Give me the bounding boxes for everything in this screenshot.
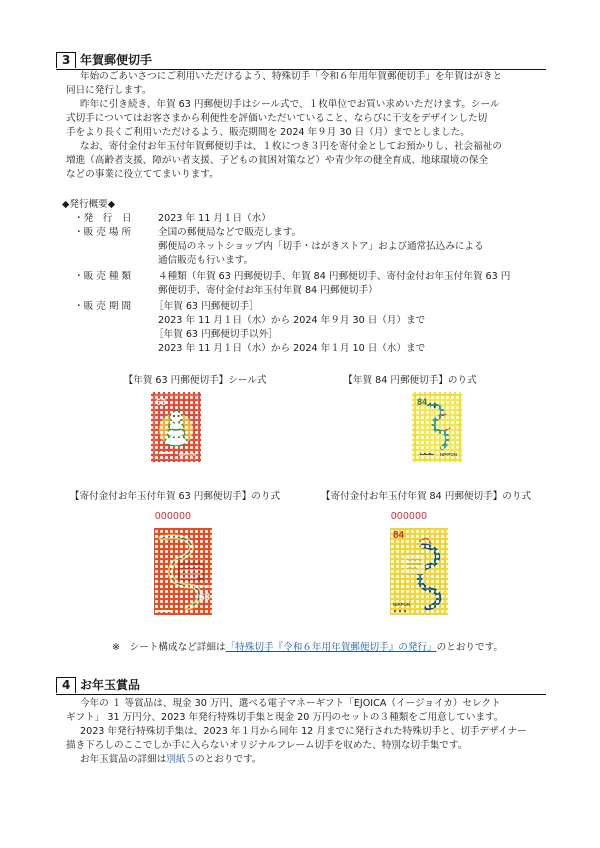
lottery-number: 000000 xyxy=(391,511,428,522)
stamp-charity-63 xyxy=(151,506,215,618)
stamp-caption-84: 【年賀 84 円郵便切手】のり式 xyxy=(343,375,477,386)
lottery-number: 000000 xyxy=(155,511,192,522)
s3-para1-line2: 同日に発行します。 xyxy=(66,85,152,96)
s4-para1-line1: 今年の １ 等賞品は、現金 30 万円、選べる電子マネーギフト「EJOICA（イージョイカ）セレクト xyxy=(80,698,501,709)
stamp-caption-charity-84: 【寄付金付お年玉付年賀 84 円郵便切手】のり式 xyxy=(320,491,532,502)
s3-para2-line2: 式切手についてはお客さまから利便性を評価いただいていること、ならびに干支をデザインした切 xyxy=(66,113,488,124)
section-3-header xyxy=(56,52,546,70)
stamp-nenga-63 xyxy=(151,392,201,462)
issue-date-label: ・発 行 日 xyxy=(74,213,132,224)
s4-para2-line1: 2023 年発行特殊切手集は、2023 年１月から同年 12 月までに発行された特殊切手と、切手デザイナー xyxy=(80,726,527,737)
section-4-number: 4 xyxy=(56,677,76,693)
stamp-nenga-84 xyxy=(412,392,462,462)
section-3-number: 3 xyxy=(56,52,76,68)
note-prefix: ※ シート構成など詳細は xyxy=(112,642,226,653)
sales-period-line1: ［年賀 63 円郵便切手］ xyxy=(154,301,259,312)
stamp-caption-63: 【年賀 63 円郵便切手】シール式 xyxy=(123,375,267,386)
note-link-special-stamp[interactable]: 「特殊切手『令和６年用年賀郵便切手』の発行」 xyxy=(225,642,437,653)
sales-types-line2: 郵便切手、寄付金付お年玉付年賀 84 円郵便切手） xyxy=(158,285,378,296)
stamp-face-value: 63 xyxy=(156,397,167,407)
stamp-issuer: NIPPON xyxy=(393,602,411,607)
s3-para3-line3: などの事業に役立ててまいります。 xyxy=(66,169,219,180)
sales-place-label: ・販 売 場 所 xyxy=(74,227,132,238)
sales-types-label: ・販 売 種 類 xyxy=(74,271,132,282)
sales-period-label: ・販 売 期 間 xyxy=(74,301,132,312)
sales-place-line3: 通信販売も行います。 xyxy=(158,255,254,266)
s3-para3-line2: 増進（高齢者支援、障がい者支援、子どもの貧困対策など）や青少年の健全育成、地球環境の保全 xyxy=(66,155,489,166)
sales-types-line1: ４種類（年賀 63 円郵便切手、年賀 84 円郵便切手、寄付金付お年玉付年賀 63 円 xyxy=(158,271,511,282)
sales-place-line2: 郵便局のネットショップ内「切手・はがきストア」および通常払込みによる xyxy=(158,241,484,252)
attachment-5-link[interactable]: 別紙５ xyxy=(166,754,196,765)
stamp-face-value: 84 xyxy=(417,397,428,407)
s3-para2-line1: 昨年に引き続き、年賀 63 円郵便切手はシール式で、１枚単位でお買い求めいただけます。シール xyxy=(80,99,500,110)
sales-period-line3: ［年賀 63 円郵便切手以外］ xyxy=(154,329,278,340)
issue-date-value: 2023 年 11 月１日（水） xyxy=(158,213,271,224)
stamp-face-value: 84 xyxy=(393,530,405,541)
s3-para1-line1: 年始のごあいさつにご利用いただけるよう、特殊切手「令和６年用年賀郵便切手」を年賀はがきと xyxy=(80,71,503,82)
stamp-issuer: NIPPON xyxy=(439,452,457,457)
s4-para3-prefix: お年玉賞品の詳細は xyxy=(80,754,167,765)
sales-period-line4: 2023 年 11 月１日（水）から 2024 年１月 10 日（水）まで xyxy=(158,343,426,354)
s4-para2-line2: 描き下ろしのここでしか手に入らないオリジナルフレーム切手を収めた、特別な切手集です。 xyxy=(66,740,468,751)
section-3-title: 年賀郵便切手 xyxy=(80,53,153,67)
stamp-charity-84 xyxy=(387,506,451,618)
stamp-face-value: 63 xyxy=(198,592,210,603)
s4-para3 xyxy=(80,753,570,767)
stamp-issuer: NIPPON xyxy=(178,452,196,457)
sales-place-line1: 全国の郵便局などで販売します。 xyxy=(158,227,302,238)
s4-para1-line2: ギフト」 31 万円分、2023 年発行特殊切手集と現金 20 万円のセットの３種類をご用意しています。 xyxy=(66,712,504,723)
stamp-issuer: NIPPON xyxy=(193,584,211,589)
section-4-title: お年玉賞品 xyxy=(80,678,141,692)
s4-para3-suffix: のとおりです。 xyxy=(195,754,262,765)
stamp-caption-charity-63: 【寄付金付お年玉付年賀 63 円郵便切手】のり式 xyxy=(69,491,281,502)
s3-para2-line3: 手をより長くご利用いただけるよう、販売期間を 2024 年９月 30 日（月）までとしました。 xyxy=(66,127,470,138)
stamp-note xyxy=(112,641,503,655)
sales-period-line2: 2023 年 11 月１日（水）から 2024 年９月 30 日（月）まで xyxy=(158,315,426,326)
note-suffix: のとおりです。 xyxy=(436,642,504,653)
section-4-header xyxy=(56,677,546,695)
overview-title: ◆発行概要◆ xyxy=(62,199,116,210)
s3-para3-line1: なお、寄付金付お年玉付年賀郵便切手は、１枚につき３円を寄付金としてお預かりし、社会福祉の xyxy=(80,141,502,152)
